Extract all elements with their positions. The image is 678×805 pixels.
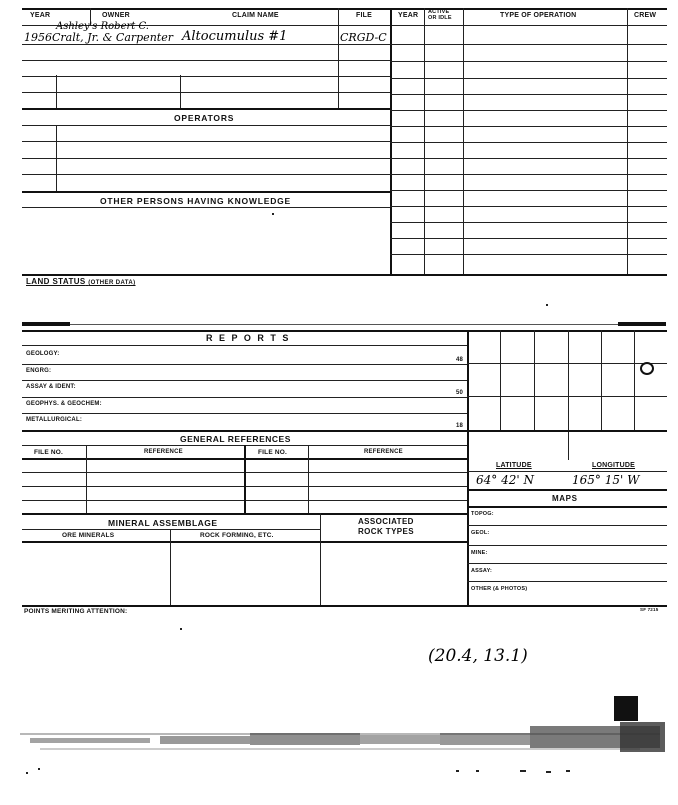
rock-types-heading: ROCK TYPES <box>358 527 415 536</box>
ref-file-no-2: FILE NO. <box>258 449 288 456</box>
map-other-photos: OTHER (& PHOTOS) <box>471 586 528 592</box>
header-owner: OWNER <box>102 12 130 19</box>
latitude-value: 64° 42' N <box>476 473 534 487</box>
handwritten-year: 1956 <box>24 31 52 44</box>
header-file: FILE <box>356 12 372 19</box>
ref-reference-2: REFERENCE <box>364 449 403 455</box>
header-year-2: YEAR <box>398 12 419 19</box>
operators-heading: OPERATORS <box>174 113 235 123</box>
map-assay: ASSAY: <box>471 568 493 574</box>
points-meriting-label: POINTS MERITING ATTENTION: <box>24 608 128 615</box>
other-persons-heading: OTHER PERSONS HAVING KNOWLEDGE <box>100 196 292 206</box>
mineral-assemblage-heading: MINERAL ASSEMBLAGE <box>108 518 218 528</box>
ore-minerals-label: ORE MINERALS <box>62 532 115 539</box>
report-metallurgical: METALLURGICAL: <box>26 417 83 423</box>
longitude-value: 165° 15' W <box>572 473 640 487</box>
maps-heading: MAPS <box>552 494 578 503</box>
header-year: YEAR <box>30 12 51 19</box>
header-active-idle: ACTIVE OR IDLE <box>428 9 452 21</box>
report-geology: GEOLOGY: <box>26 351 60 357</box>
report-metallurgical-num: 18 <box>456 423 464 429</box>
land-status-title: LAND STATUS <box>26 277 86 286</box>
report-engrg: ENGRG: <box>26 368 52 374</box>
header-claim-name: CLAIM NAME <box>232 12 279 19</box>
coordinates-note: (20.4, 13.1) <box>428 646 528 666</box>
general-references-heading: GENERAL REFERENCES <box>180 434 291 444</box>
ref-reference-1: REFERENCE <box>144 449 183 455</box>
header-type-of-operation: TYPE OF OPERATION <box>500 12 577 19</box>
header-crew: CREW <box>634 12 657 19</box>
report-geophys: GEOPHYS. & GEOCHEM: <box>26 401 102 407</box>
handwritten-owner-line1: Ashley's Robert C. <box>56 21 149 32</box>
longitude-label: LONGITUDE <box>592 462 636 469</box>
land-status-note: (OTHER DATA) <box>88 280 136 286</box>
rock-forming-label: ROCK FORMING, ETC. <box>200 532 274 539</box>
form-number: SF 7215 <box>640 607 659 612</box>
handwritten-file: CRGD-C <box>340 31 387 44</box>
map-geol: GEOL: <box>471 530 490 536</box>
report-assay: ASSAY & IDENT: <box>26 384 76 390</box>
report-geology-num: 48 <box>456 357 464 363</box>
map-topog: TOPOG: <box>471 511 494 517</box>
report-assay-num: 50 <box>456 390 464 396</box>
handwritten-owner-line2: Cralt, Jr. & Carpenter <box>52 31 173 44</box>
map-mine: MINE: <box>471 550 488 556</box>
associated-heading: ASSOCIATED <box>358 517 414 526</box>
latitude-label: LATITUDE <box>496 462 532 469</box>
reports-heading: R E P O R T S <box>206 333 291 343</box>
ref-file-no-1: FILE NO. <box>34 449 64 456</box>
handwritten-claim-name: Altocumulus #1 <box>182 29 288 44</box>
